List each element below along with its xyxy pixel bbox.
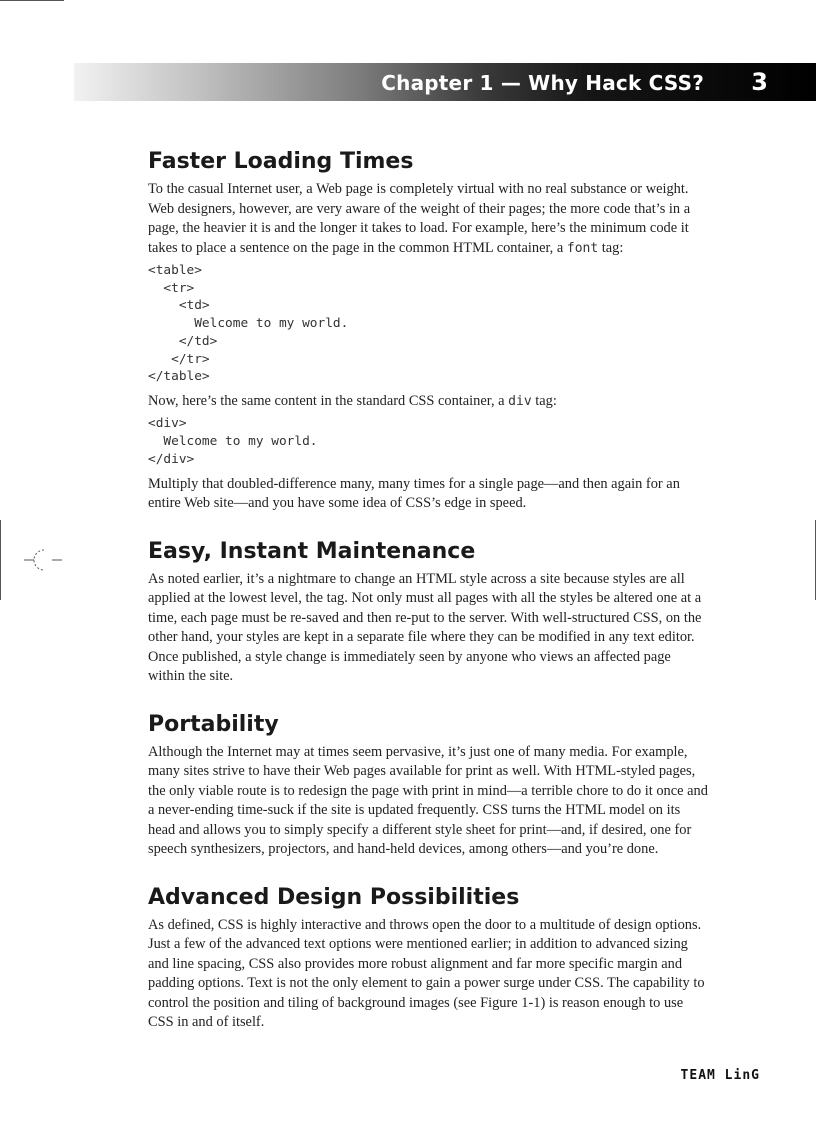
paragraph: As noted earlier, it’s a nightmare to change an HTML style across a site because styles are all applied at the lowest level, the tag. Not only must all pages with all the styles be altered one at a time, each page must be re-saved and then re-put to the server. With well-structured CSS, on the other hand, your styles are kept in a separate file where they can be modified in any text editor. Once published, a style change is immediately seen by anyone who views an affected page within the site. bbox=[148, 570, 702, 685]
section-heading: Faster Loading Times bbox=[148, 149, 414, 174]
section-faster-loading bbox=[148, 146, 710, 514]
registration-mark-icon bbox=[24, 546, 64, 574]
paragraph: As defined, CSS is highly interactive and throws open the door to a multitude of design options. Just a few of the advanced text options were mentioned earlier; in addition to advanced sizing and line spacing, CSS also provides more robust alignment and far more specific margin and padding options. Text is not the only element to gain a power surge under CSS. The capability to control the position and tiling of background images (see Figure 1-1) is reason enough to use CSS in and of itself. bbox=[148, 916, 705, 1031]
code-block: <table> <tr> <td> Welcome to my world. </td> </tr> </table> bbox=[148, 263, 349, 385]
chapter-header-band bbox=[74, 63, 816, 101]
corner-crop-rule bbox=[0, 0, 64, 1]
section-portability bbox=[148, 709, 710, 860]
section-advanced-design bbox=[148, 882, 710, 1033]
chapter-title: Chapter 1 — Why Hack CSS? bbox=[381, 71, 704, 95]
inline-code: font bbox=[566, 240, 599, 256]
paragraph: To the casual Internet user, a Web page is completely virtual with no real substance or weight. Web designers, however, are very aware of the weight of their pages; the more code that’s in a page, the heavier it is and the longer it takes to load. For example, here’s the minimum code it takes to place a sentence on the page in the common HTML container, a font tag: bbox=[148, 181, 691, 256]
left-margin-rule bbox=[0, 520, 1, 600]
paragraph: Multiply that doubled-difference many, many times for a single page—and then again for an entire Web site—and you have some idea of CSS’s edge in speed. bbox=[148, 475, 680, 512]
page-content bbox=[148, 146, 710, 1033]
code-block: <div> Welcome to my world. </div> bbox=[148, 416, 318, 467]
inline-code: div bbox=[508, 393, 532, 409]
footer-watermark: TEAM LinG bbox=[680, 1068, 760, 1083]
section-heading: Portability bbox=[148, 711, 279, 737]
page-number: 3 bbox=[751, 68, 768, 96]
section-heading: Easy, Instant Maintenance bbox=[148, 538, 476, 564]
section-heading: Advanced Design Possibilities bbox=[148, 884, 520, 910]
paragraph: Although the Internet may at times seem pervasive, it’s just one of many media. For example, many sites strive to have their Web pages available for print as well. With HTML-styled pages, the only viable route is to redesign the page with print in mind—a terrible chore to do it once and a never-ending time-suck if the site is updated frequently. CSS turns the HTML model on its head and allows you to simply specify a different style sheet for print—and, if desired, one for speech synthesizers, projectors, and hand-held devices, among others—and you’re done. bbox=[148, 743, 708, 858]
section-easy-maintenance bbox=[148, 536, 710, 687]
paragraph: Now, here’s the same content in the standard CSS container, a div tag: bbox=[148, 392, 557, 409]
